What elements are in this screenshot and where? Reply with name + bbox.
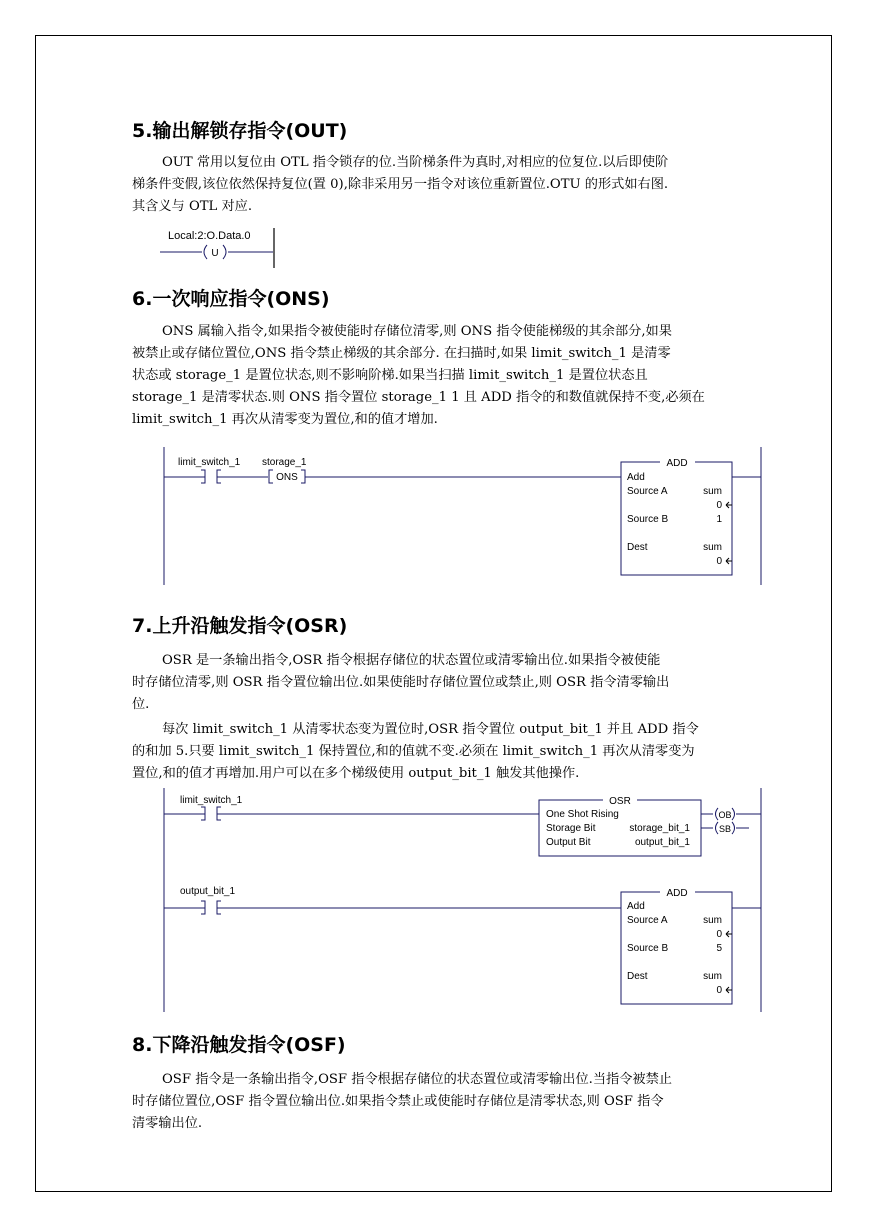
osr-add-source-b-label: Source B <box>627 943 669 954</box>
text-line: OUT 常用以复位由 OTL 指令锁存的位.当阶梯条件为真时,对相应的位复位.以后即使阶 <box>162 155 669 170</box>
ons-source-a-label: Source A <box>627 486 668 497</box>
arrow-icon <box>726 987 732 993</box>
ons-dest-tag: sum <box>703 542 722 553</box>
osr-ladder-diagram <box>160 786 770 1021</box>
osr-title: OSR <box>609 796 631 807</box>
paragraph-osr-2 <box>132 719 741 785</box>
ons-source-a-tag: sum <box>703 486 722 497</box>
text-line: storage_1 是清零状态.则 ONS 指令置位 storage_1 1 且 ADD 指令的和数值就保持不变,必须在 <box>132 390 705 405</box>
text-line: OSR 是一条输出指令,OSR 指令根据存储位的状态置位或清零输出位.如果指令被使能 <box>162 653 661 668</box>
text-line: ONS 属输入指令,如果指令被使能时存储位清零,则 ONS 指令使能梯级的其余部分,如果 <box>162 324 672 339</box>
ons-add-name: Add <box>627 472 645 483</box>
ons-dest-label: Dest <box>627 542 648 553</box>
text-line: OSF 指令是一条输出指令,OSF 指令根据存储位的状态置位或清零输出位.当指令被禁止 <box>162 1072 672 1087</box>
osr-output-label: Output Bit <box>546 837 591 848</box>
text-line: 被禁止或存储位置位,ONS 指令禁止梯级的其余部分. 在扫描时,如果 limit_switch_1 是清零 <box>132 346 671 361</box>
osr-add-dest-label: Dest <box>627 971 648 982</box>
ons-source-b-value: 1 <box>716 514 722 525</box>
text-line: limit_switch_1 再次从清零变为置位,和的值才增加. <box>132 412 438 427</box>
paragraph-osr-1 <box>132 650 741 716</box>
ons-dest-value: 0 <box>716 556 722 567</box>
osr-add-dest-tag: sum <box>703 971 722 982</box>
ons-add-title: ADD <box>666 458 688 469</box>
heading-ons: 6.一次响应指令(ONS) <box>132 288 330 310</box>
ons-source-b-label: Source B <box>627 514 669 525</box>
paragraph-out <box>132 152 741 218</box>
text-line: 每次 limit_switch_1 从清零状态变为置位时,OSR 指令置位 output_bit_1 并且 ADD 指令 <box>162 722 699 737</box>
heading-out: 5.输出解锁存指令(OUT) <box>132 120 348 142</box>
otu-diagram <box>155 224 285 275</box>
paragraph-osf <box>132 1069 741 1135</box>
osr-contact-tag: limit_switch_1 <box>180 795 243 806</box>
osr-r2-contact-tag: output_bit_1 <box>180 886 236 897</box>
text-line: 梯条件变假,该位依然保持复位(置 0),除非采用另一指令对该位重新置位.OTU 的形式如右图. <box>132 177 669 192</box>
sb-label: SB <box>718 824 732 834</box>
heading-osr: 7.上升沿触发指令(OSR) <box>132 615 348 637</box>
arrow-icon <box>726 558 732 564</box>
text-line: 状态或 storage_1 是置位状态,则不影响阶梯.如果当扫描 limit_switch_1 是置位状态且 <box>132 368 648 383</box>
osr-add-source-a-label: Source A <box>627 915 668 926</box>
ons-source-a-value: 0 <box>716 500 722 511</box>
paragraph-ons <box>132 321 741 431</box>
osr-add-title: ADD <box>666 888 688 899</box>
text-line: 置位,和的值才再增加.用户可以在多个梯级使用 output_bit_1 触发其他操作. <box>132 766 580 781</box>
osr-storage-tag: storage_bit_1 <box>629 823 690 834</box>
text-line: 的和加 5.只要 limit_switch_1 保持置位,和的值就不变.必须在 limit_switch_1 再次从清零变为 <box>132 744 695 759</box>
osr-add-name: Add <box>627 901 645 912</box>
heading-osf: 8.下降沿触发指令(OSF) <box>132 1034 346 1056</box>
osr-add-source-b-value: 5 <box>716 943 722 954</box>
osr-add-dest-value: 0 <box>716 985 722 996</box>
text-line: 时存储位清零,则 OSR 指令置位输出位.如果使能时存储位置位或禁止,则 OSR 指令清零输出 <box>132 675 670 690</box>
ons-contact-tag: limit_switch_1 <box>178 457 241 468</box>
ons-ladder-diagram <box>160 445 770 592</box>
otu-tag: Local:2:O.Data.0 <box>168 230 251 242</box>
osr-name: One Shot Rising <box>546 809 619 820</box>
ob-label: OB <box>718 810 732 820</box>
osr-add-source-a-value: 0 <box>716 929 722 940</box>
arrow-icon <box>726 931 732 937</box>
ons-storage-tag: storage_1 <box>262 457 307 468</box>
otu-coil-label: U <box>211 248 219 259</box>
text-line: 其含义与 OTL 对应. <box>132 199 253 214</box>
text-line: 时存储位置位,OSF 指令置位输出位.如果指令禁止或使能时存储位是清零状态,则 OSF 指令 <box>132 1094 664 1109</box>
osr-add-source-a-tag: sum <box>703 915 722 926</box>
text-line: 清零输出位. <box>132 1116 203 1131</box>
text-line: 位. <box>132 697 150 712</box>
osr-output-tag: output_bit_1 <box>634 837 690 848</box>
ons-label: ONS <box>276 472 298 483</box>
arrow-icon <box>726 502 732 508</box>
osr-storage-label: Storage Bit <box>546 823 596 834</box>
